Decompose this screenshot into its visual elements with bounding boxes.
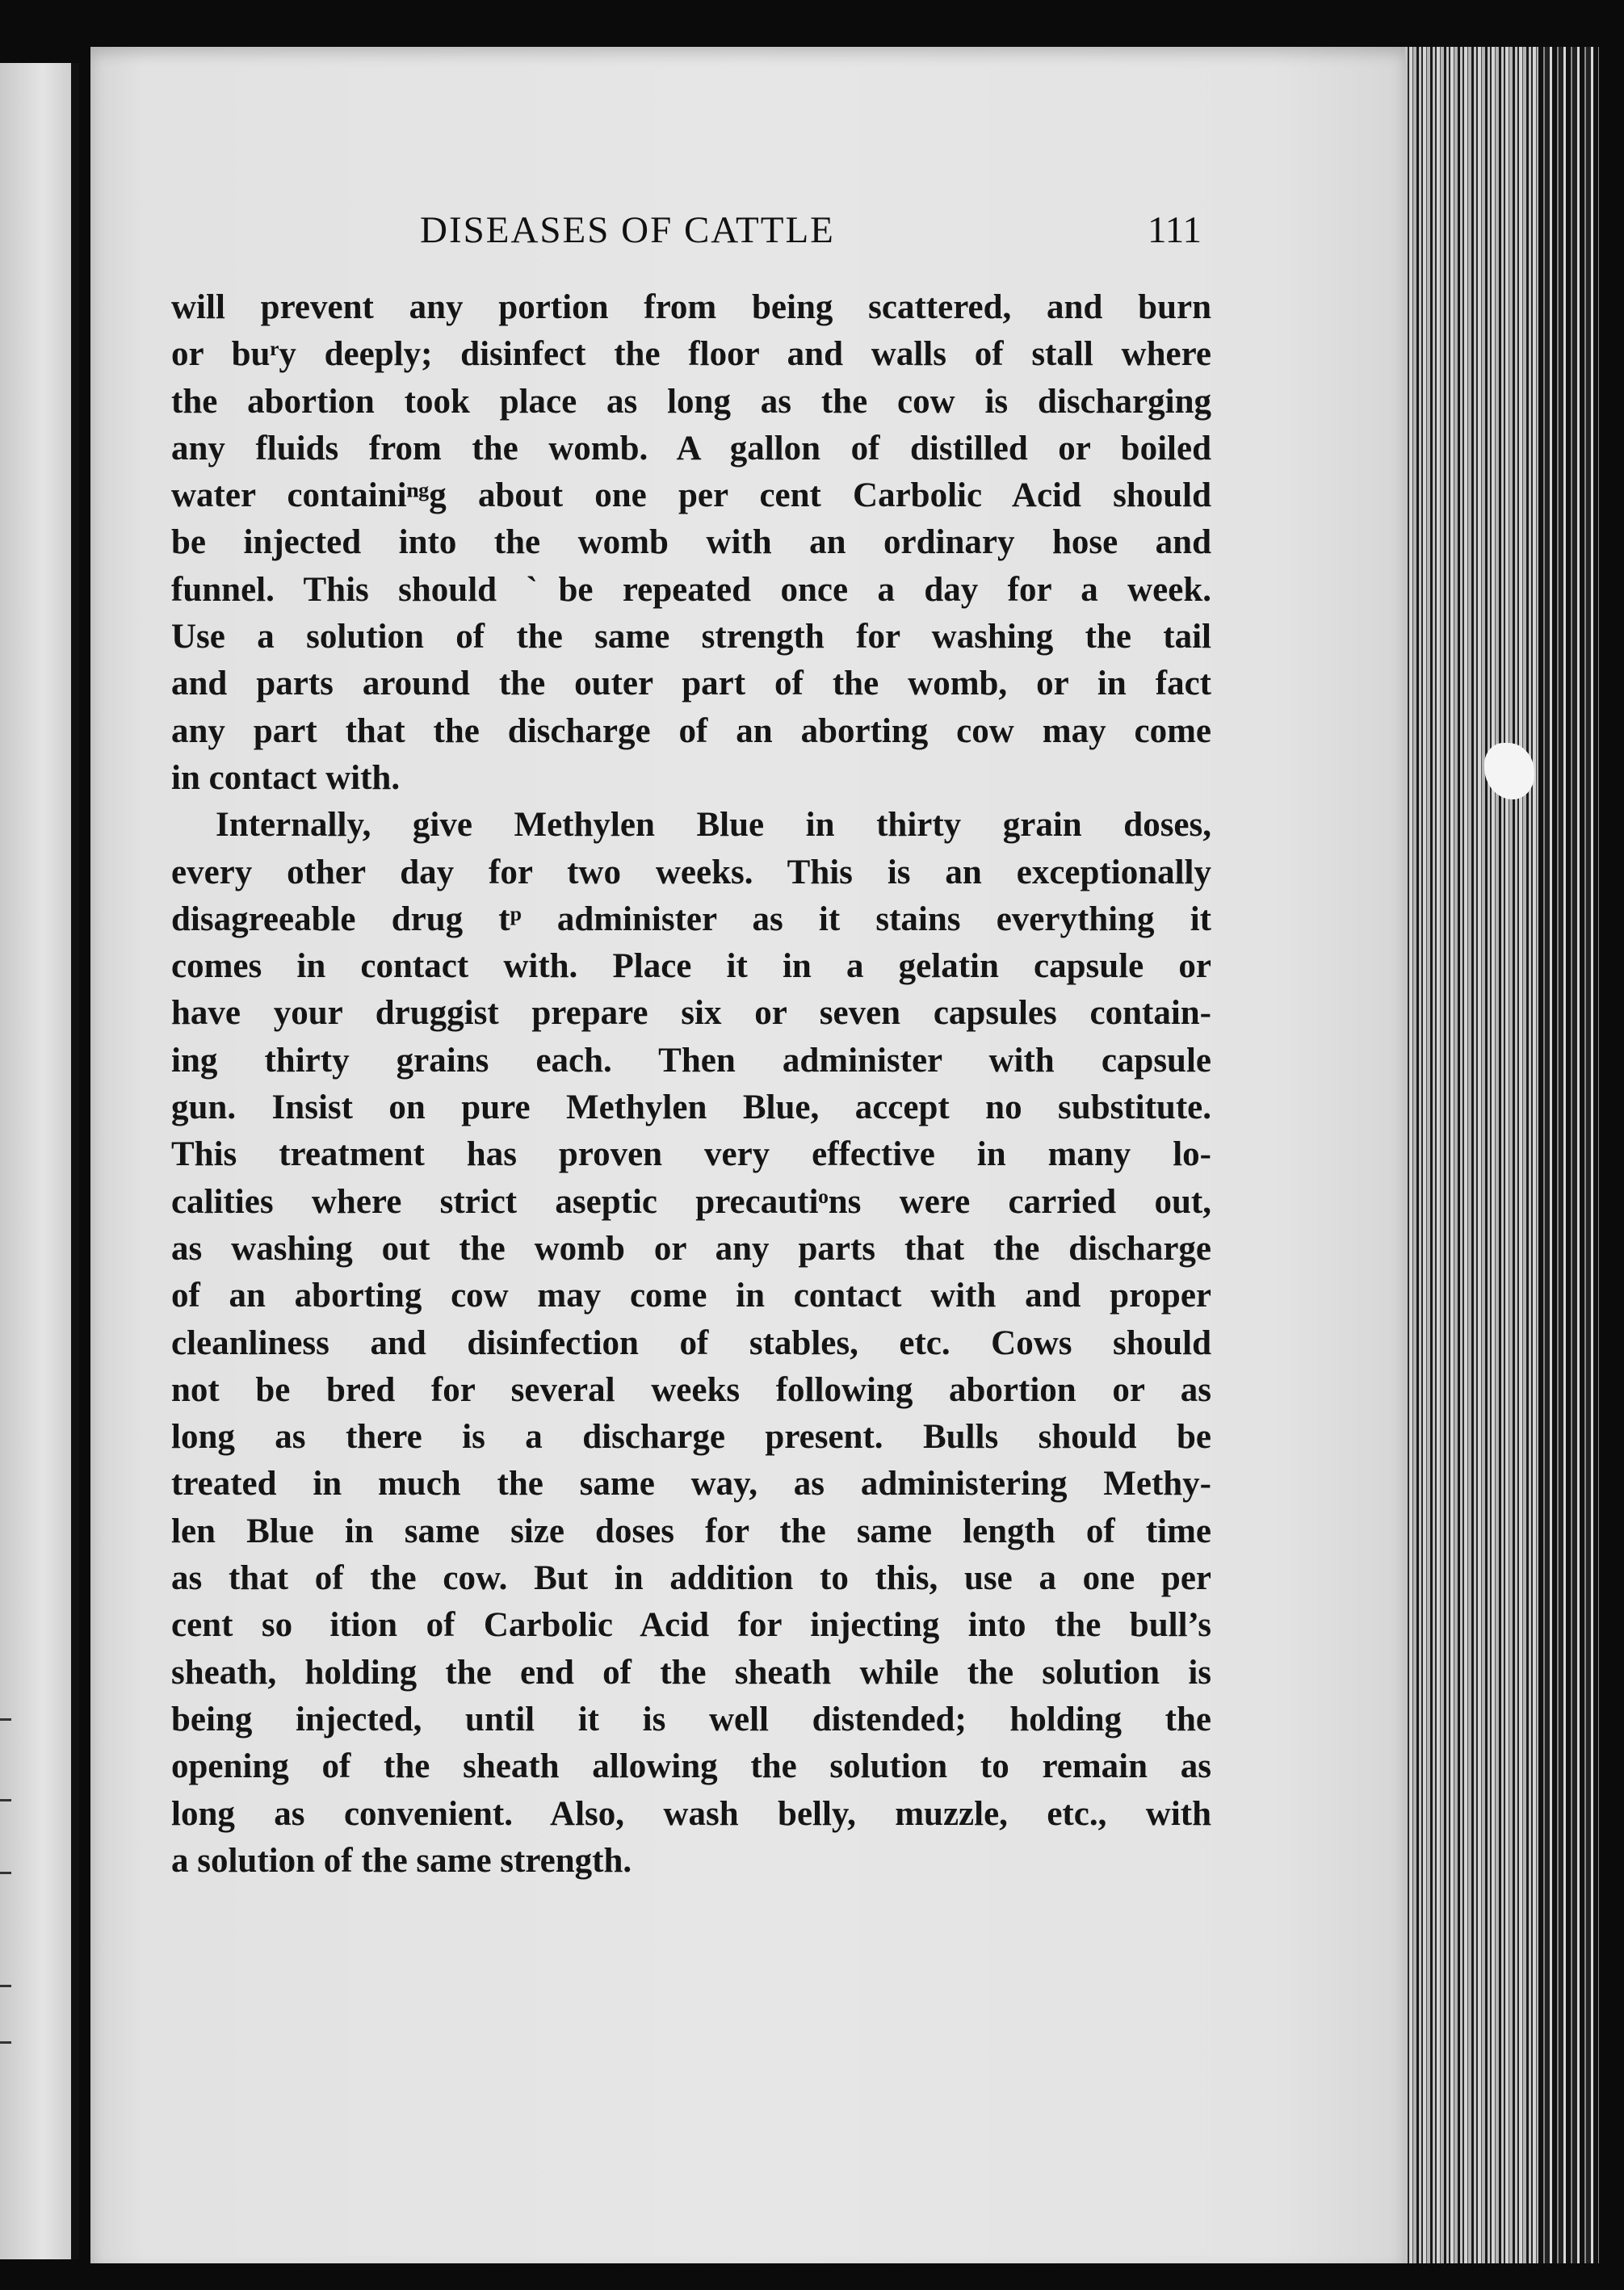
text-line: have your druggist prepare six or seven capsules contain- [171, 994, 1211, 1033]
margin-mark [0, 2041, 11, 2044]
text-line: any part that the discharge of an aborting cow may come [171, 711, 1211, 750]
text-line: Use a solution of the same strength for washing the tail [171, 618, 1211, 656]
text-line: water containiⁿᵍg about one per cent Carbolic Acid should [171, 476, 1211, 515]
page-number: 111 [1147, 209, 1202, 251]
text-line: disagreeable drug tᵖ administer as it stains everything it [171, 900, 1211, 938]
paragraph-start-line: Internally, give Methylen Blue in thirty grain doses, [216, 806, 1211, 845]
running-header [420, 208, 1202, 257]
text-line: as washing out the womb or any parts that the discharge [171, 1229, 1211, 1268]
margin-mark [0, 1985, 11, 1987]
body-text [171, 284, 1211, 1885]
text-line: of an aborting cow may come in contact with and proper [171, 1277, 1211, 1315]
text-line: len Blue in same size doses for the same length of time [171, 1512, 1211, 1550]
text-line: every other day for two weeks. This is an exceptionally [171, 853, 1211, 891]
text-line: in contact with. [171, 758, 401, 797]
text-line: not be bred for several weeks following abortion or as [171, 1370, 1211, 1409]
text-line: opening of the sheath allowing the solution to remain as [171, 1747, 1211, 1786]
text-line: the abortion took place as long as the cow is discharging [171, 382, 1211, 421]
text-line: a solution of the same strength. [171, 1841, 632, 1880]
text-line: as that of the cow. But in addition to this, use a one per [171, 1559, 1211, 1598]
text-line: long as there is a discharge present. Bulls should be [171, 1418, 1211, 1457]
text-line: and parts around the outer part of the womb, or in fact [171, 665, 1211, 703]
text-line: comes in contact with. Place it in a gelatin capsule or [171, 947, 1211, 986]
text-line: treated in much the same way, as administering Methy- [171, 1465, 1211, 1504]
running-title: DISEASES OF CATTLE [420, 209, 835, 251]
text-line: ing thirty grains each. Then administer with capsule [171, 1041, 1211, 1080]
text-line: funnel. This should ˋbe repeated once a day for a week. [171, 570, 1211, 609]
margin-mark [0, 1718, 11, 1721]
text-line: calities where strict aseptic precautiᵒns were carried out, [171, 1182, 1211, 1221]
text-line: gun. Insist on pure Methylen Blue, accept no substitute. [171, 1088, 1211, 1127]
text-line: sheath, holding the end of the sheath while the solution is [171, 1653, 1211, 1692]
book-spine-edge [1538, 47, 1599, 2263]
margin-mark [0, 1799, 11, 1801]
adjacent-page-edge [0, 63, 79, 2259]
text-line: be injected into the womb with an ordinary hose and [171, 523, 1211, 562]
text-line: cleanliness and disinfection of stables, etc. Cows should [171, 1323, 1211, 1362]
text-line: being injected, until it is well distended; holding the [171, 1700, 1211, 1738]
margin-mark [0, 1872, 11, 1874]
text-line: any fluids from the womb. A gallon of distilled or boiled [171, 429, 1211, 468]
text-line: cent so ition of Carbolic Acid for injecting into the bull’s [171, 1606, 1211, 1645]
text-line: will prevent any portion from being scattered, and burn [171, 288, 1211, 326]
text-line: long as convenient. Also, wash belly, muzzle, etc., with [171, 1794, 1211, 1833]
text-line: or buʳy deeply; disinfect the floor and walls of stall where [171, 335, 1211, 374]
text-line: This treatment has proven very effective in many lo- [171, 1135, 1211, 1174]
